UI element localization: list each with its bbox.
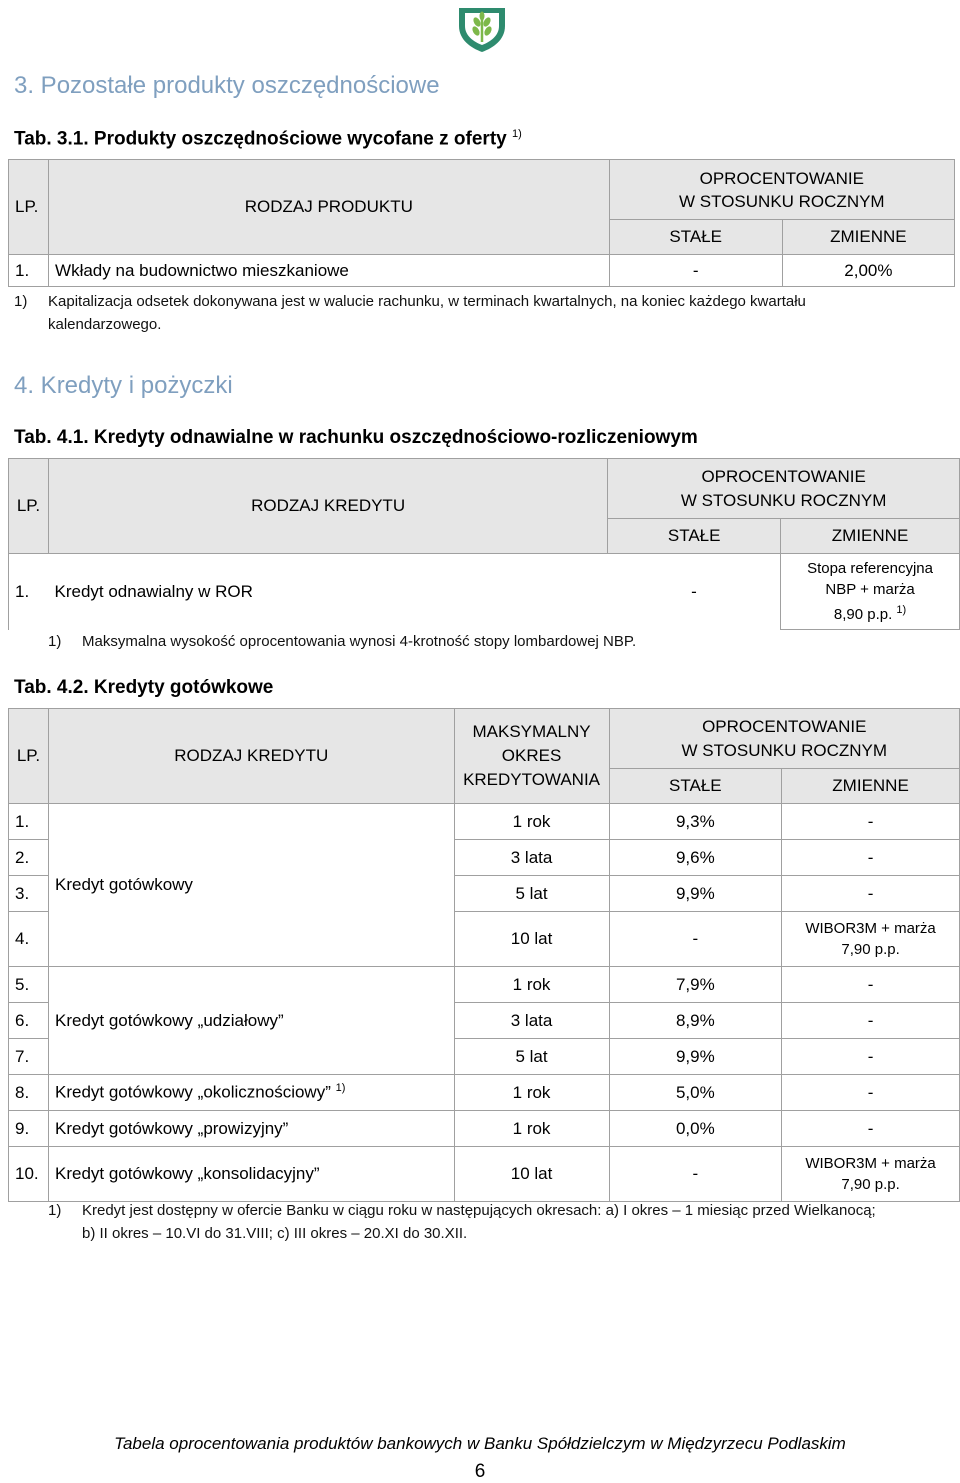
row-lp: 3. <box>9 876 49 912</box>
row-period: 3 lata <box>454 840 609 876</box>
header-period-line2: OKRES <box>501 746 562 765</box>
footnote-line2: b) II okres – 10.VI do 31.VIII; c) III okres – 20.XI do 30.XII. <box>82 1225 468 1242</box>
section-3-heading: 3. Pozostałe produkty oszczędnościowe <box>14 72 440 99</box>
row-variable-rate: - <box>782 1039 960 1075</box>
variable-rate-line1: Stopa referencyjna <box>807 560 933 577</box>
header-period-line3: KREDYTOWANIA <box>463 770 601 789</box>
row-variable-rate: - <box>782 840 960 876</box>
table-4-2-caption: Tab. 4.2. Kredyty gotówkowe <box>14 677 274 698</box>
row-credit-name: Kredyt gotówkowy <box>48 804 454 967</box>
row-credit-name: Kredyt gotówkowy „udziałowy” <box>48 967 454 1075</box>
header-fixed: STAŁE <box>609 769 782 804</box>
header-fixed: STAŁE <box>609 220 782 255</box>
row-fixed-rate: - <box>691 581 697 601</box>
footnote-marker: 1) <box>48 633 62 650</box>
variable-rate-line2: 7,90 p.p. <box>841 1176 900 1193</box>
row-period: 3 lata <box>454 1003 609 1039</box>
page-footer: Tabela oprocentowania produktów bankowych w Banku Spółdzielczym w Międzyrzecu Podlaskim <box>114 1434 846 1453</box>
credit-name-text: Kredyt gotówkowy „okolicznościowy” <box>54 1082 331 1102</box>
row-credit-name: Kredyt gotówkowy „prowizyjny” <box>48 1111 454 1147</box>
header-variable: ZMIENNE <box>782 769 960 804</box>
row-credit-name <box>48 1075 454 1111</box>
header-rate-line1: OPROCENTOWANIE <box>699 168 864 188</box>
header-rate-line1: OPROCENTOWANIE <box>701 466 866 486</box>
header-rate-line1: OPROCENTOWANIE <box>702 716 867 736</box>
row-fixed-rate: 9,9% <box>609 876 782 912</box>
row-lp: 1. <box>9 255 49 287</box>
table-4-1 <box>8 458 960 630</box>
header-rate-line2: W STOSUNKU ROCZNYM <box>681 740 888 760</box>
row-lp: 2. <box>9 840 49 876</box>
row-fixed-rate: - <box>609 255 782 287</box>
row-fixed-rate: 9,3% <box>609 804 782 840</box>
header-period-line1: MAKSYMALNY <box>472 722 591 741</box>
table-row <box>9 804 960 840</box>
table-row <box>9 255 955 287</box>
row-variable-rate: - <box>782 804 960 840</box>
row-variable-rate: 2,00% <box>782 255 954 287</box>
row-fixed-rate: - <box>609 1147 782 1202</box>
row-variable-rate <box>782 912 960 967</box>
row-variable-rate: - <box>782 1111 960 1147</box>
header-rate <box>608 459 960 519</box>
header-credit-type: RODZAJ KREDYTU <box>48 459 607 554</box>
row-fixed-rate: 7,9% <box>609 967 782 1003</box>
row-variable-rate: - <box>782 967 960 1003</box>
row-credit-name: Kredyt gotówkowy „konsolidacyjny” <box>48 1147 454 1202</box>
header-fixed: STAŁE <box>608 519 781 554</box>
header-variable: ZMIENNE <box>782 220 954 255</box>
row-fixed-rate: 9,9% <box>609 1039 782 1075</box>
header-rate-line2: W STOSUNKU ROCZNYM <box>679 191 885 211</box>
header-rate <box>609 160 954 220</box>
variable-rate-footnote: 1) <box>896 604 907 616</box>
row-lp: 9. <box>9 1111 49 1147</box>
header-rate-line2: W STOSUNKU ROCZNYM <box>680 490 887 510</box>
row-variable-rate <box>781 554 960 630</box>
row-period: 1 rok <box>454 1111 609 1147</box>
header-rate <box>609 709 959 769</box>
footnote-text <box>82 1199 952 1245</box>
row-period: 5 lat <box>454 876 609 912</box>
row-variable-rate: - <box>782 1075 960 1111</box>
table-4-1-caption: Tab. 4.1. Kredyty odnawialne w rachunku oszczędnościowo-rozliczeniowym <box>14 427 698 448</box>
table-row <box>9 1147 960 1202</box>
row-fixed-rate: 0,0% <box>609 1111 782 1147</box>
row-period: 1 rok <box>454 1075 609 1111</box>
footnote-text: Kapitalizacja odsetek dokonywana jest w walucie rachunku, w terminach kwartalnych, na koniec każdego kwartału kalendarzowego. <box>48 293 806 333</box>
header-product-type: RODZAJ PRODUKTU <box>49 160 610 255</box>
row-fixed-rate: 9,6% <box>609 840 782 876</box>
row-lp: 7. <box>9 1039 49 1075</box>
row-lp: 1. <box>9 554 49 630</box>
footnote-marker: 1) <box>14 293 28 310</box>
row-period: 1 rok <box>454 804 609 840</box>
wheat-shield-logo <box>455 4 509 54</box>
variable-rate-line1: WIBOR3M + marża <box>805 1155 936 1172</box>
row-lp: 6. <box>9 1003 49 1039</box>
variable-rate-value: 8,90 p.p. <box>833 606 893 623</box>
header-lp: LP. <box>9 709 49 804</box>
caption-text: Tab. 3.1. Produkty oszczędnościowe wycofane z oferty <box>14 128 507 150</box>
row-variable-rate <box>782 1147 960 1202</box>
table-row <box>9 967 960 1003</box>
page-number: 6 <box>474 1461 486 1482</box>
row-period: 1 rok <box>454 967 609 1003</box>
row-lp: 8. <box>9 1075 49 1111</box>
row-lp: 4. <box>9 912 49 967</box>
header-max-period <box>454 709 609 804</box>
row-variable-rate: - <box>782 876 960 912</box>
header-lp: LP. <box>9 459 49 554</box>
variable-rate-line2: NBP + marża <box>825 581 915 598</box>
table-4-2 <box>8 708 960 1202</box>
header-lp: LP. <box>9 160 49 255</box>
header-credit-type: RODZAJ KREDYTU <box>48 709 454 804</box>
row-credit-name: Kredyt odnawialny w ROR <box>54 581 253 601</box>
variable-rate-line1: WIBOR3M + marża <box>805 920 936 937</box>
row-fixed-rate: 8,9% <box>609 1003 782 1039</box>
row-period: 5 lat <box>454 1039 609 1075</box>
table-row <box>9 1075 960 1111</box>
table-3-1-caption <box>14 128 522 150</box>
caption-footnote-marker: 1) <box>512 128 522 140</box>
credit-name-footnote: 1) <box>335 1082 346 1095</box>
table-3-1 <box>8 159 955 287</box>
row-fixed-rate: - <box>609 912 782 967</box>
row-product-name: Wkłady na budownictwo mieszkaniowe <box>49 255 610 287</box>
footnote-text: Maksymalna wysokość oprocentowania wynosi 4-krotność stopy lombardowej NBP. <box>82 633 637 650</box>
variable-rate-line2: 7,90 p.p. <box>841 941 900 958</box>
row-lp: 5. <box>9 967 49 1003</box>
footnote-line1: Kredyt jest dostępny w ofercie Banku w ciągu roku w następujących okresach: a) I okres – 1 miesiąc przed Wielkanocą; <box>82 1202 876 1219</box>
row-lp: 10. <box>9 1147 49 1202</box>
row-period: 10 lat <box>454 912 609 967</box>
row-variable-rate: - <box>782 1003 960 1039</box>
row-fixed-rate: 5,0% <box>609 1075 782 1111</box>
variable-rate-line3 <box>787 600 953 625</box>
row-period: 10 lat <box>454 1147 609 1202</box>
footnote-marker: 1) <box>48 1202 62 1219</box>
section-4-heading: 4. Kredyty i pożyczki <box>14 372 233 399</box>
table-row <box>9 1111 960 1147</box>
table-row <box>9 554 960 630</box>
header-variable: ZMIENNE <box>781 519 960 554</box>
row-lp: 1. <box>9 804 49 840</box>
